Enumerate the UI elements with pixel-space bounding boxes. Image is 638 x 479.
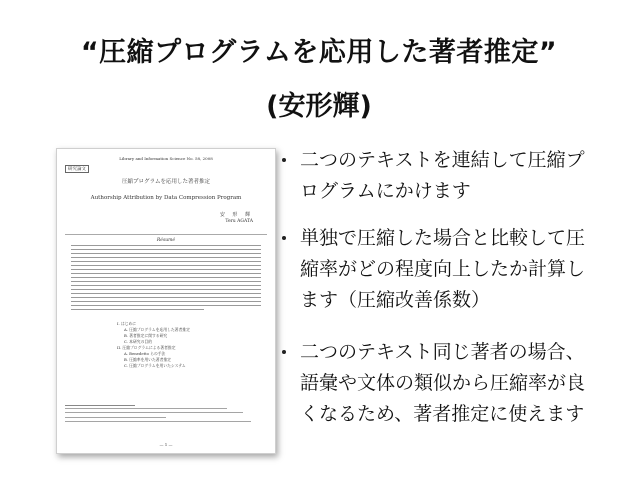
bullet-item	[280, 223, 585, 316]
toc-item: C. 本研究の目的	[124, 339, 152, 344]
toc-item: A. 圧縮プログラムを応用した著者推定	[124, 327, 190, 332]
bullet-line: ログラムにかけます	[300, 180, 471, 202]
toc-item: C. 圧縮プログラムを用いたシステム	[124, 363, 186, 368]
bullet-line: 単独で圧縮した場合と比較して圧	[300, 227, 586, 249]
bullet-item	[280, 145, 585, 207]
slide-title: “圧縮プログラムを応用した著者推定”	[80, 37, 558, 68]
paper-journal-header: Library and Information Science No. 58, 2008	[119, 156, 213, 161]
bullet-line: 二つのテキスト同じ著者の場合、	[300, 341, 585, 363]
toc-item: A. Benedetto らの手法	[124, 351, 166, 356]
bullet-line: ます（圧縮改善係数）	[300, 289, 491, 311]
paper-abstract-heading: Résumé	[156, 238, 176, 243]
bullet-dot-icon	[282, 236, 286, 240]
paper-table-of-contents	[117, 321, 227, 369]
bullet-dot-icon	[282, 350, 286, 354]
paper-author-english: Teru AGATA	[225, 219, 253, 224]
toc-item: B. 圧縮率を用いた著者推定	[124, 357, 171, 362]
slide-subtitle: (安形輝)	[266, 91, 372, 122]
toc-item: B. 著者推定に関する研究	[124, 333, 168, 338]
paper-footnote-rule	[65, 405, 135, 406]
paper-thumbnail	[56, 148, 276, 454]
paper-author-japanese: 安 形 輝	[219, 212, 253, 218]
paper-abstract-text	[71, 245, 261, 313]
paper-title-japanese: 圧縮プログラムを応用した著者推定	[122, 179, 210, 185]
paper-divider	[65, 234, 267, 235]
toc-item: II. 圧縮プログラムによる著者推定	[117, 345, 176, 350]
bullet-line: 二つのテキストを連結して圧縮プ	[300, 149, 585, 171]
paper-category-label: 研究論文	[65, 165, 89, 173]
toc-item: I. はじめに	[117, 321, 137, 326]
bullet-line: くなるため、著者推定に使えます	[300, 403, 585, 425]
bullet-line: 縮率がどの程度向上したか計算し	[300, 258, 586, 280]
bullet-item	[280, 337, 585, 430]
paper-footnote-text	[65, 408, 267, 426]
bullet-dot-icon	[282, 158, 286, 162]
paper-title-english: Authorship Attribution by Data Compression Program	[90, 195, 242, 201]
paper-page-number: — 1 —	[159, 442, 173, 447]
bullet-line: 語彙や文体の類似から圧縮率が良	[300, 372, 586, 394]
